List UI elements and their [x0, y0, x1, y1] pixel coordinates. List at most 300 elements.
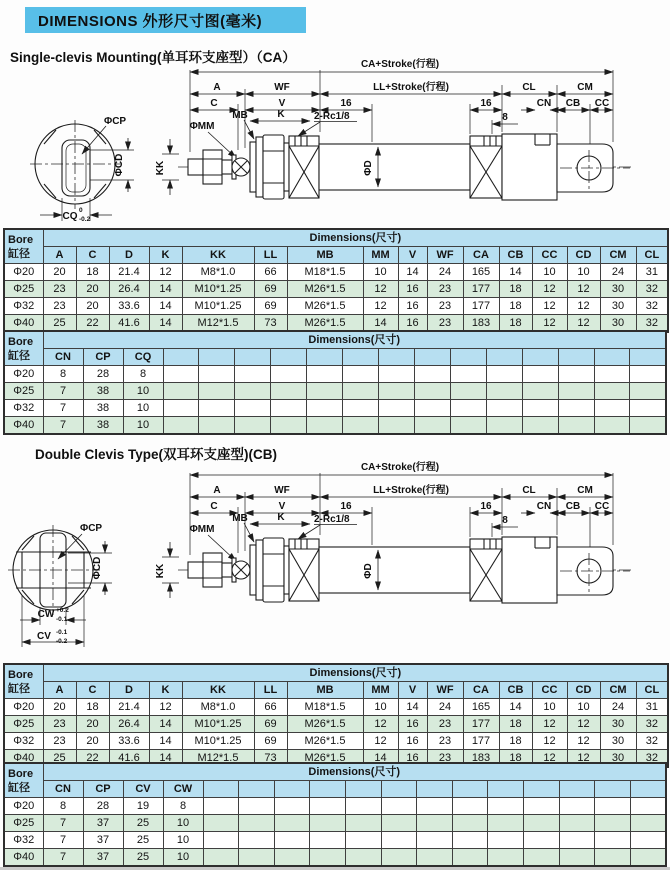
dim-cell: 18 [499, 716, 532, 733]
bore-cell: Φ32 [4, 298, 43, 315]
column-header: K [149, 682, 182, 699]
dim-cell: 28 [83, 798, 123, 815]
column-header: CA [463, 682, 499, 699]
column-header-empty [488, 781, 524, 798]
dim-cell: 18 [499, 281, 532, 298]
cw-tolerance-upper: +0.2 [56, 607, 69, 614]
dim-cell: 25 [43, 315, 76, 333]
bore-cell: Φ40 [4, 315, 43, 333]
column-header: MM [363, 682, 398, 699]
column-header: V [398, 247, 427, 264]
dim-cell: M12*1.5 [182, 750, 254, 768]
dim-cell-empty [343, 400, 379, 417]
dim-cell: 18 [499, 733, 532, 750]
dim-label-cm: CM [577, 82, 593, 93]
dim-label-cw: CW [37, 609, 55, 620]
cq-tolerance-upper: 0 [79, 207, 83, 214]
bore-cell: Φ20 [4, 264, 43, 281]
dim-cell: 16 [398, 281, 427, 298]
table-row [4, 733, 668, 750]
column-header: CL [636, 247, 668, 264]
dim-cell-empty [559, 849, 595, 867]
dim-cell-empty [414, 383, 450, 400]
column-header: CV [123, 781, 163, 798]
dim-cell: 69 [254, 281, 287, 298]
dim-cell: 37 [83, 815, 123, 832]
dim-cell: 31 [636, 699, 668, 716]
dim-cell: 10 [532, 699, 567, 716]
dim-cell-empty [274, 798, 310, 815]
column-header-empty [271, 349, 307, 366]
dim-cell: 25 [123, 849, 163, 867]
dim-cell-empty [594, 400, 630, 417]
dim-cell: 20 [76, 733, 109, 750]
dim-cell-empty [417, 832, 453, 849]
dim-cell: 183 [463, 315, 499, 333]
dim-cell-empty [452, 798, 488, 815]
dim-cell: 16 [398, 733, 427, 750]
dim-cell: 30 [600, 315, 636, 333]
column-header: K [149, 247, 182, 264]
dim-cell-empty [452, 815, 488, 832]
column-header-empty [239, 781, 275, 798]
dim-cell-empty [271, 400, 307, 417]
column-header: D [109, 247, 149, 264]
column-header: CD [567, 682, 600, 699]
dim-label-8: 8 [502, 112, 508, 123]
dim-cell-empty [450, 417, 486, 435]
table-row [4, 417, 666, 435]
dim-cell-empty [239, 832, 275, 849]
dim-cell-empty [522, 383, 558, 400]
dim-cell-empty [595, 832, 631, 849]
column-header-empty [486, 349, 522, 366]
column-header-empty [522, 349, 558, 366]
column-header-empty [594, 349, 630, 366]
table-row [4, 383, 666, 400]
bore-cell: Φ40 [4, 750, 43, 768]
column-header-empty [379, 349, 415, 366]
dim-cell-empty [630, 798, 666, 815]
dim-cell: 10 [123, 383, 163, 400]
column-header-empty [595, 781, 631, 798]
dim-cell-empty [523, 798, 559, 815]
dim-cell-empty [239, 798, 275, 815]
dim-cell-empty [203, 849, 239, 867]
dim-label-phi-mm: ΦMM [189, 121, 215, 132]
dim-cell: M26*1.5 [287, 281, 363, 298]
dim-cell: 23 [427, 716, 463, 733]
column-header: LL [254, 247, 287, 264]
column-header: CP [83, 349, 123, 366]
dim-cell: 8 [123, 366, 163, 383]
dim-cell: 32 [636, 315, 668, 333]
dimensions-header: Dimensions(尺寸) [43, 331, 666, 349]
dim-cell-empty [307, 417, 343, 435]
column-header-empty [558, 349, 594, 366]
dim-cell-empty [559, 798, 595, 815]
dim-cell: 177 [463, 733, 499, 750]
dim-cell: M10*1.25 [182, 298, 254, 315]
table-row [4, 798, 666, 815]
column-header: CA [463, 247, 499, 264]
end-view-single-clevis [30, 116, 134, 223]
dim-cell: 69 [254, 298, 287, 315]
dim-cell-empty [450, 400, 486, 417]
dim-cell: 30 [600, 281, 636, 298]
dim-label-ll-stroke: LL+Stroke(行程) [373, 82, 449, 93]
dim-cell: 10 [363, 699, 398, 716]
dim-cell: 25 [123, 815, 163, 832]
bore-header: Bore 缸径 [4, 229, 43, 264]
column-header: A [43, 247, 76, 264]
dimensions-header: Dimensions(尺寸) [43, 763, 666, 781]
dim-cell: 10 [532, 264, 567, 281]
dim-cell: 14 [363, 315, 398, 333]
dim-cell: 14 [149, 733, 182, 750]
dim-cell: 10 [123, 417, 163, 435]
column-header: CM [600, 247, 636, 264]
dim-cell: 73 [254, 315, 287, 333]
dim-cell-empty [310, 849, 346, 867]
dim-cell-empty [486, 400, 522, 417]
column-header: CM [600, 682, 636, 699]
dim-cell-empty [343, 417, 379, 435]
column-header: KK [182, 682, 254, 699]
dim-cell: 12 [567, 716, 600, 733]
dim-cell-empty [523, 815, 559, 832]
dim-cell: 18 [76, 699, 109, 716]
cv-tolerance-lower: -0.2 [56, 638, 68, 645]
column-header-empty [559, 781, 595, 798]
dim-cell-empty [381, 849, 417, 867]
dim-cell-empty [559, 832, 595, 849]
dim-cell-empty [630, 400, 666, 417]
dim-cell: 10 [163, 849, 203, 867]
dim-cell: 23 [43, 733, 76, 750]
dim-cell-empty [486, 366, 522, 383]
dim-cell-empty [203, 798, 239, 815]
column-header: D [109, 682, 149, 699]
dim-cell-empty [414, 366, 450, 383]
dim-cell: 7 [43, 417, 83, 435]
dim-cell: 23 [43, 298, 76, 315]
bore-cell: Φ25 [4, 383, 43, 400]
dim-cell: M18*1.5 [287, 699, 363, 716]
column-header: V [398, 682, 427, 699]
dim-cell: 12 [363, 733, 398, 750]
bore-cell: Φ32 [4, 832, 43, 849]
dim-cell: 20 [43, 264, 76, 281]
dim-cell: 23 [427, 281, 463, 298]
dim-cell-empty [203, 815, 239, 832]
dim-cell: 12 [567, 298, 600, 315]
column-header-empty [203, 781, 239, 798]
double-clevis-drawing [0, 455, 670, 660]
dim-cell: 8 [43, 798, 83, 815]
dim-cell-empty [630, 383, 666, 400]
dim-cell: 25 [43, 750, 76, 768]
dim-cell: 12 [149, 264, 182, 281]
dim-cell: 20 [43, 699, 76, 716]
dim-cell: 18 [499, 298, 532, 315]
cylinder-side-view [155, 57, 634, 200]
dim-cell: 18 [499, 750, 532, 768]
dim-cell-empty [271, 366, 307, 383]
page-title: DIMENSIONS 外形尺寸图(毫米) [25, 7, 306, 33]
dim-label-cc: CC [594, 98, 610, 109]
dim-cell-empty [345, 832, 381, 849]
dim-cell: M26*1.5 [287, 298, 363, 315]
column-header: CW [163, 781, 203, 798]
dim-cell-empty [307, 400, 343, 417]
dim-cell-empty [417, 798, 453, 815]
table-row [4, 815, 666, 832]
dim-cell: 14 [499, 699, 532, 716]
column-header-empty [630, 781, 666, 798]
column-header: MB [287, 247, 363, 264]
column-header: CB [499, 247, 532, 264]
dim-cell: 25 [123, 832, 163, 849]
column-header: CL [636, 682, 668, 699]
dim-cell-empty [522, 400, 558, 417]
dim-cell-empty [379, 400, 415, 417]
table-row [4, 298, 668, 315]
dim-cell: 10 [163, 815, 203, 832]
table-row [4, 281, 668, 298]
dim-cell: 32 [636, 750, 668, 768]
column-header: WF [427, 247, 463, 264]
dim-cell-empty [594, 366, 630, 383]
dim-cell: 19 [123, 798, 163, 815]
dim-cell: M10*1.25 [182, 716, 254, 733]
dim-cell-empty [595, 815, 631, 832]
dim-cell: 12 [567, 733, 600, 750]
dim-cell: 69 [254, 733, 287, 750]
dimensions-table-single-main [3, 228, 669, 333]
dim-cell-empty [595, 798, 631, 815]
dim-cell: 33.6 [109, 733, 149, 750]
dimensions-table-single-sub [3, 330, 667, 435]
dim-cell: 12 [363, 716, 398, 733]
column-header: CC [532, 247, 567, 264]
dim-cell: 177 [463, 298, 499, 315]
dim-cell-empty [523, 832, 559, 849]
table-row [4, 832, 666, 849]
dim-cell-empty [199, 383, 235, 400]
dim-cell-empty [310, 832, 346, 849]
dim-cell-empty [163, 417, 199, 435]
dim-cell: 22 [76, 750, 109, 768]
column-header: KK [182, 247, 254, 264]
column-header: CC [532, 682, 567, 699]
bore-cell: Φ25 [4, 815, 43, 832]
dim-cell-empty [414, 400, 450, 417]
dim-label-phi-cd: ΦCD [114, 153, 125, 177]
bore-header: Bore 缸径 [4, 331, 43, 366]
dim-cell: 10 [567, 699, 600, 716]
dim-cell-empty [417, 849, 453, 867]
dim-cell: 12 [149, 699, 182, 716]
dim-cell: 24 [600, 699, 636, 716]
dim-cell: 69 [254, 716, 287, 733]
dim-cell-empty [630, 832, 666, 849]
dim-cell-empty [310, 798, 346, 815]
bore-cell: Φ40 [4, 849, 43, 867]
table-row [4, 699, 668, 716]
column-header: MM [363, 247, 398, 264]
dim-cell-empty [271, 383, 307, 400]
dim-cell: 7 [43, 849, 83, 867]
column-header-empty [163, 349, 199, 366]
dim-label-mb: MB [232, 110, 248, 121]
dim-cell: 10 [567, 264, 600, 281]
dim-cell: 14 [149, 750, 182, 768]
dim-cell: 14 [149, 281, 182, 298]
dim-cell-empty [235, 366, 271, 383]
dim-cell-empty [239, 815, 275, 832]
bore-cell: Φ20 [4, 699, 43, 716]
column-header-empty [310, 781, 346, 798]
dim-cell-empty [163, 383, 199, 400]
dim-cell: 16 [398, 315, 427, 333]
dim-cell: 41.6 [109, 750, 149, 768]
dim-cell-empty [414, 417, 450, 435]
column-header: C [76, 682, 109, 699]
dim-cell-empty [381, 815, 417, 832]
dim-cell-empty [345, 798, 381, 815]
dim-cell: 12 [363, 281, 398, 298]
dim-cell: 7 [43, 383, 83, 400]
dim-cell: M18*1.5 [287, 264, 363, 281]
column-header-empty [452, 781, 488, 798]
dim-label-phi-d: ΦD [363, 160, 374, 176]
dim-cell-empty [235, 383, 271, 400]
column-header-empty [307, 349, 343, 366]
table-row [4, 366, 666, 383]
dim-cell: 26.4 [109, 281, 149, 298]
dim-cell-empty [345, 849, 381, 867]
dim-cell: 23 [427, 733, 463, 750]
dim-cell: 37 [83, 849, 123, 867]
column-header: LL [254, 682, 287, 699]
dim-cell: 16 [398, 716, 427, 733]
dim-cell: 7 [43, 832, 83, 849]
table-row [4, 400, 666, 417]
bore-header: Bore 缸径 [4, 763, 43, 798]
dim-cell-empty [452, 832, 488, 849]
dim-cell-empty [379, 417, 415, 435]
column-header: WF [427, 682, 463, 699]
dim-cell: 20 [76, 281, 109, 298]
column-header-empty [417, 781, 453, 798]
dim-label-phi-cp: ΦCP [104, 116, 127, 127]
dim-cell-empty [343, 366, 379, 383]
dim-cell: 28 [83, 366, 123, 383]
dim-cell: 23 [427, 315, 463, 333]
bore-cell: Φ32 [4, 400, 43, 417]
dim-cell: 14 [149, 716, 182, 733]
dim-cell-empty [310, 815, 346, 832]
dim-label-phi-cd: ΦCD [92, 556, 103, 580]
cw-tolerance-lower: -0.1 [56, 616, 68, 623]
dim-cell: 10 [363, 264, 398, 281]
dim-cell-empty [345, 815, 381, 832]
dim-cell-empty [630, 366, 666, 383]
dim-cell: M26*1.5 [287, 716, 363, 733]
column-header-empty [343, 349, 379, 366]
dim-cell: 38 [83, 383, 123, 400]
dim-cell: 10 [123, 400, 163, 417]
dim-cell-empty [417, 815, 453, 832]
dim-cell-empty [486, 383, 522, 400]
dim-cell: M10*1.25 [182, 281, 254, 298]
dim-cell: 23 [43, 716, 76, 733]
dim-label-k: K [277, 109, 285, 120]
dimensions-table-double-sub [3, 762, 667, 867]
dim-cell-empty [239, 849, 275, 867]
dim-cell: M8*1.0 [182, 699, 254, 716]
dim-cell: 21.4 [109, 264, 149, 281]
dim-cell-empty [522, 366, 558, 383]
dim-cell-empty [523, 849, 559, 867]
dim-cell-empty [271, 417, 307, 435]
dim-cell-empty [274, 849, 310, 867]
column-header-empty [199, 349, 235, 366]
dim-cell: 12 [532, 315, 567, 333]
dim-cell-empty [307, 383, 343, 400]
column-header-empty [274, 781, 310, 798]
column-header: CN [43, 349, 83, 366]
dim-cell: 165 [463, 699, 499, 716]
dim-cell: 10 [163, 832, 203, 849]
dim-cell: 177 [463, 281, 499, 298]
dim-cell-empty [522, 417, 558, 435]
dim-cell: 14 [149, 298, 182, 315]
dim-label-16-left: 16 [340, 98, 352, 109]
dim-cell: 32 [636, 298, 668, 315]
dim-cell: 16 [398, 298, 427, 315]
dim-cell: 66 [254, 264, 287, 281]
dim-cell-empty [450, 366, 486, 383]
dim-cell: 30 [600, 298, 636, 315]
dim-cell: 38 [83, 417, 123, 435]
dim-label-cn: CN [536, 98, 552, 109]
column-header: CB [499, 682, 532, 699]
column-header-empty [235, 349, 271, 366]
bore-cell: Φ20 [4, 798, 43, 815]
table-row [4, 716, 668, 733]
dim-cell: 8 [163, 798, 203, 815]
dim-cell-empty [343, 383, 379, 400]
cq-tolerance-lower: -0.2 [79, 216, 91, 223]
dim-cell: 8 [43, 366, 83, 383]
dim-cell-empty [488, 798, 524, 815]
dim-cell-empty [630, 417, 666, 435]
dim-label-kk: KK [155, 160, 166, 176]
dim-cell: 33.6 [109, 298, 149, 315]
dim-cell: 31 [636, 264, 668, 281]
dim-cell: 23 [43, 281, 76, 298]
dim-label-cv: CV [37, 631, 51, 642]
dim-cell: 14 [398, 699, 427, 716]
bore-cell: Φ25 [4, 716, 43, 733]
dim-cell: 20 [76, 298, 109, 315]
dim-cell-empty [486, 417, 522, 435]
dim-cell: 24 [427, 699, 463, 716]
dim-cell: 32 [636, 716, 668, 733]
end-view-double-clevis [8, 523, 112, 647]
